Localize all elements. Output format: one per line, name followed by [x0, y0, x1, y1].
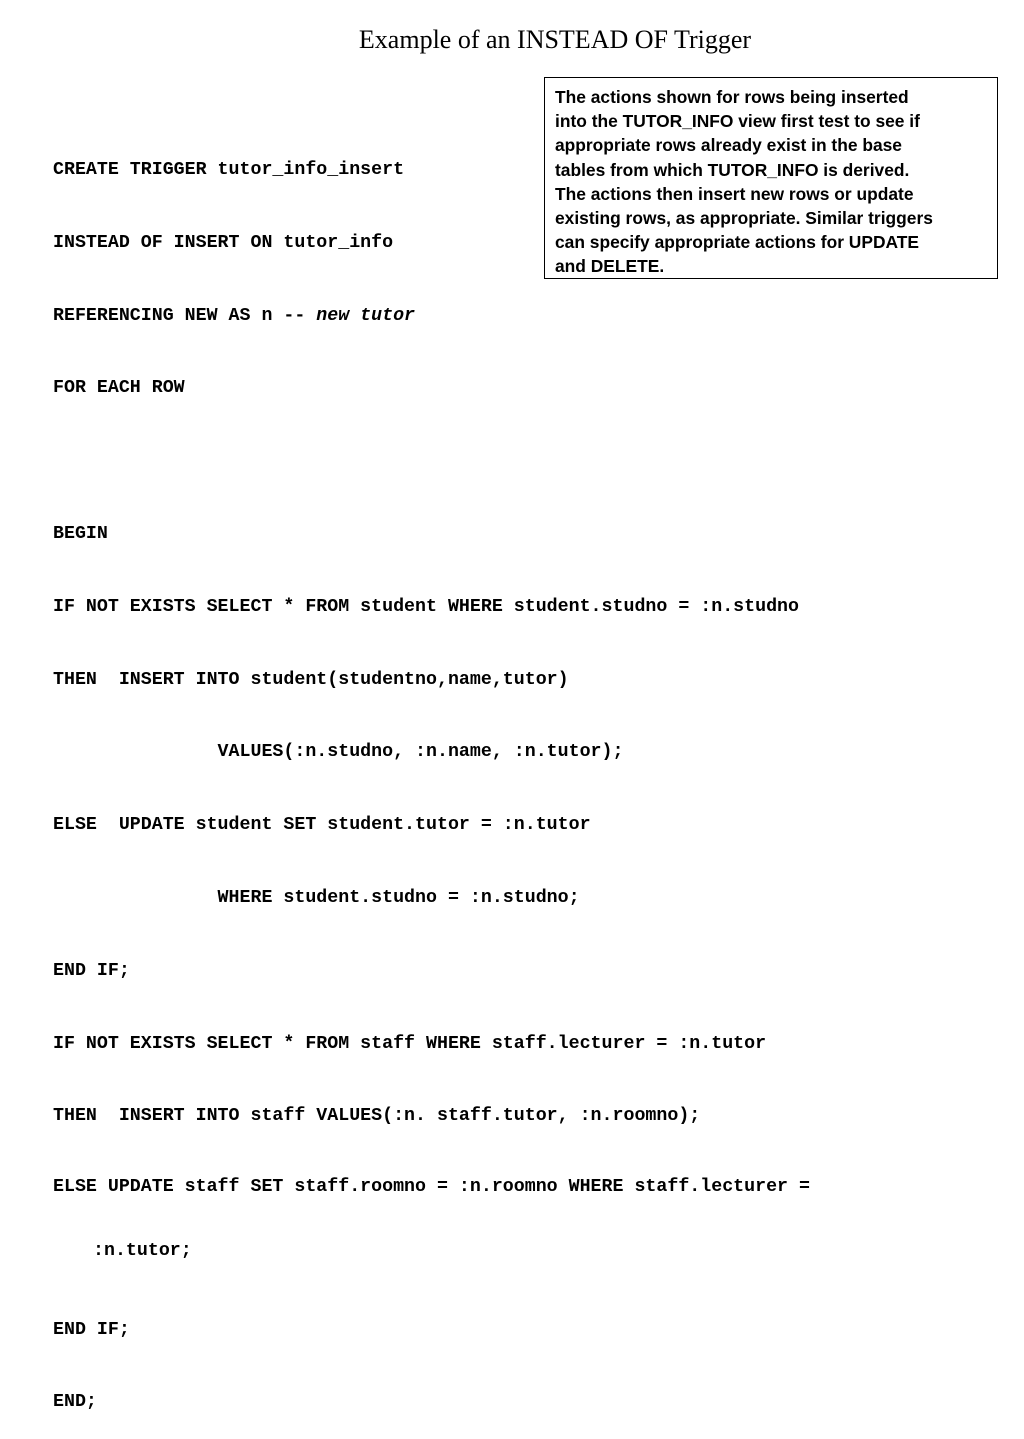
code-line-for-each-row: FOR EACH ROW — [53, 378, 185, 399]
code-line-end: END; — [53, 1392, 97, 1413]
code-line-create-trigger: CREATE TRIGGER tutor_info_insert — [53, 160, 405, 180]
code-line-if-not-exists-student: IF NOT EXISTS SELECT * FROM student WHERE student.studno = :n.studno — [53, 596, 799, 617]
slide-title: Example of an INSTEAD OF Trigger — [358, 25, 752, 54]
code-line-then-insert-student: THEN INSERT INTO student(studentno,name,tutor) — [53, 669, 569, 690]
code-line-else-update-staff-continued: :n.tutor; — [93, 1240, 192, 1261]
code-blank-line — [53, 445, 810, 478]
code-line-if-not-exists-staff: IF NOT EXISTS SELECT * FROM staff WHERE staff.lecturer = :n.tutor — [53, 1033, 767, 1054]
code-line-end-if-1: END IF; — [53, 960, 130, 981]
code-line-end-if-2: END IF; — [53, 1319, 130, 1340]
code-line-where-student: WHERE student.studno = :n.studno; — [53, 887, 580, 908]
explanation-note-text: The actions shown for rows being inserted into the TUTOR_INFO view first test to see if appropriate rows already exist in the base tables from which TUTOR_INFO is derived. The actions then insert new rows or update existing rows, as appropriate. Similar triggers can specify appropriate actions for UPDATE and DELETE. — [555, 87, 933, 277]
code-line-values: VALUES(:n.studno, :n.name, :n.tutor); — [53, 742, 624, 763]
code-line-instead-of: INSTEAD OF INSERT ON tutor_info — [53, 232, 394, 253]
code-line-else-update-student: ELSE UPDATE student SET student.tutor = :n.tutor — [53, 815, 591, 836]
code-line-then-insert-staff: THEN INSERT INTO staff VALUES(:n. staff.tutor, :n.roomno); — [53, 1106, 701, 1127]
code-line-begin: BEGIN — [53, 523, 108, 544]
code-line-referencing — [53, 300, 810, 333]
trigger-code-block — [53, 114, 810, 1439]
code-line-else-update-staff: ELSE UPDATE staff SET staff.roomno = :n.roomno WHERE staff.lecturer = — [53, 1177, 810, 1198]
code-referencing-text: REFERENCING NEW AS n -- — [53, 305, 317, 326]
code-comment: new tutor — [316, 305, 416, 326]
